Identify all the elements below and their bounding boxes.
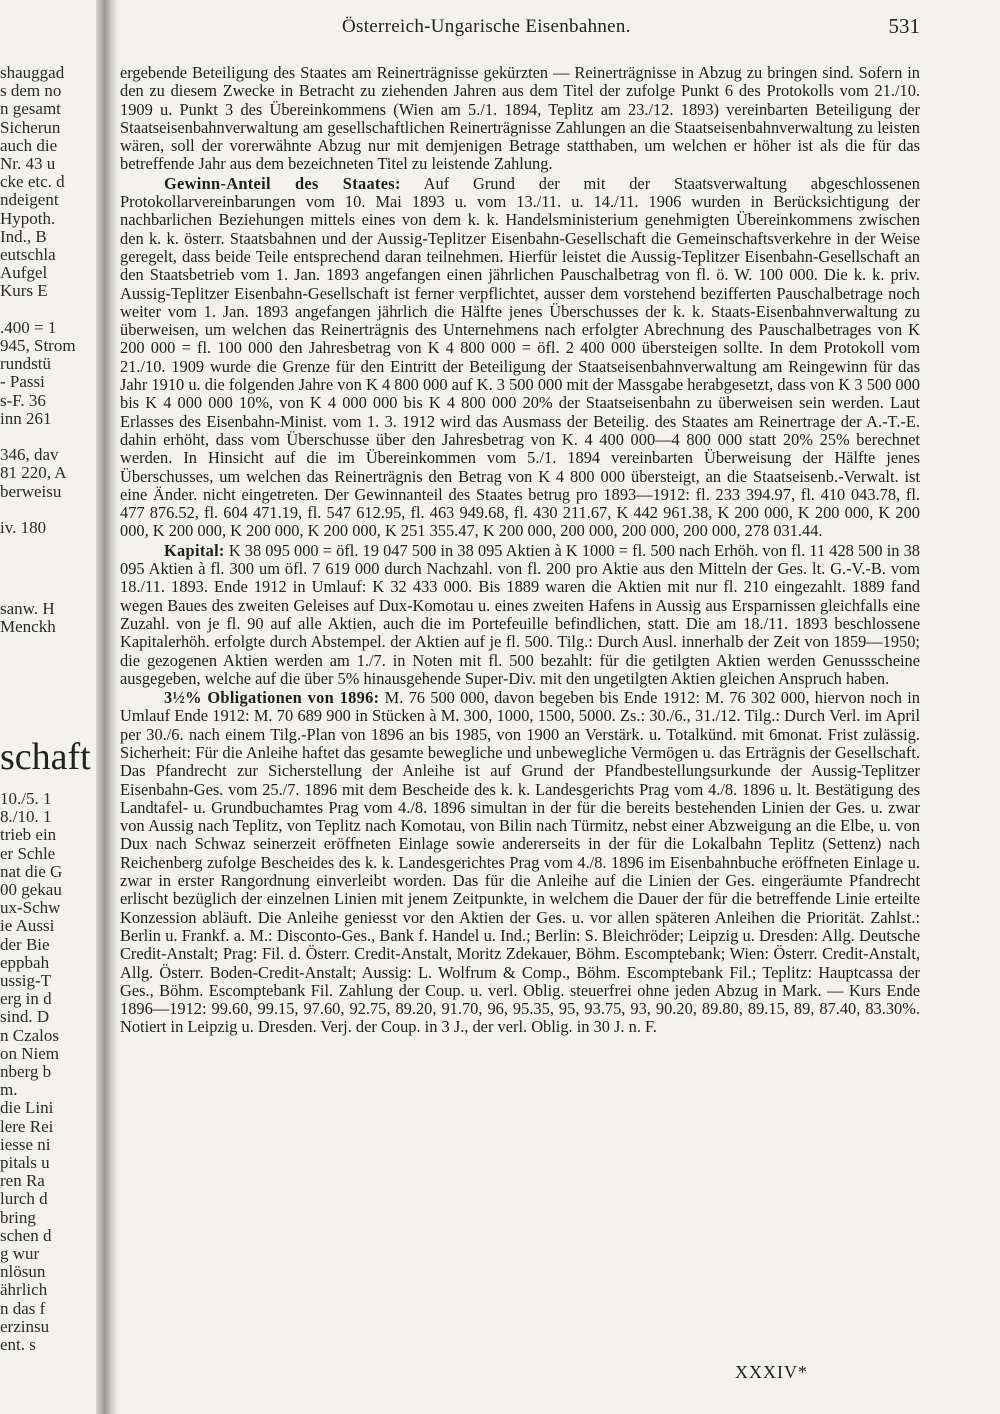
margin-fragment: erg in d [0,989,52,1009]
margin-fragment: n das f [0,1298,46,1318]
adjacent-page-strip [0,0,100,1414]
paragraph-text: K 38 095 000 = öfl. 19 047 500 in 38 095 Aktien à K 1000 = fl. 500 nach Erhöh. von fl. 11 428 500 in 38 095 Aktien à fl. 300 um öfl. 7 619 000 durch Nachzahl. von fl. 200 pro Aktie aus den Mitteln der Ges. lt. G.-V.-B. vom 18./11. 1893. Ende 1912 in Umlauf: K 32 433 000. Bis 1889 waren die Aktien mit nur fl. 210 eingezahlt. 1889 fand wegen Baues des zweiten Geleises auf Dux-Komotau u. eines zweiten Hafens in Aussig aus Ersparnissen gleichfalls eine Zuzahl. von je fl. 90 auf alle Aktien, auch die im Portefeuille befindlichen, statt. Die am 18./11. 1893 beschlossene Kapitalerhöh. erfolgte durch Abstempel. der Aktien auf je fl. 500. Tilg.: Durch Ausl. innerhalb der Zeit von 1859—1950; die gezogenen Aktien werden am 1./7. in Noten mit fl. 500 bezahlt: für die getilgten Aktien werden Genussscheine ausgegeben, welche auf die über 5% hinausgehende Super-Div. mit den ungetilgten Aktien gleichen Anspruch haben. [120,540,920,688]
margin-fragment: s-F. 36 [0,390,46,410]
margin-fragment: rundstü [0,354,51,374]
margin-fragment: s dem no [0,81,62,101]
margin-fragment: ren Ra [0,1171,45,1191]
margin-fragment: 346, dav [0,445,59,465]
page-number: 531 [888,14,920,38]
margin-fragment: iv. 180 [0,518,47,537]
margin-fragment: nberg b [0,1062,52,1081]
margin-fragment: n gesamt [0,99,61,119]
margin-fragment: Aufgel [0,263,48,283]
margin-fragment: sanw. H [0,599,55,618]
margin-fragment: on Niem [0,1043,60,1063]
margin-fragment: auch die [0,135,58,155]
margin-fragment: Ind., B [0,226,47,246]
paragraph-gewinn-anteil [120,175,920,541]
margin-fragment: eutschla [0,245,56,264]
section-label: Kapital: [164,540,225,560]
margin-heading-fragment: schaft [0,736,91,778]
margin-fragment: ussig-T [0,971,51,990]
margin-fragment: schen d [0,1225,52,1245]
margin-fragment: Menckh [0,617,56,637]
margin-fragment: iesse ni [0,1134,51,1154]
margin-fragment: pitals u [0,1153,50,1172]
margin-fragment: 81 220, A [0,463,67,483]
page-header [120,14,920,40]
paragraph-text: M. 76 500 000, davon begeben bis Ende 1912: M. 76 302 000, hiervon noch in Umlauf Ende 1912: M. 70 689 900 in Stücken à M. 300, 1000, 1500, 5000. Zs.: 30./6., 31./12. Tilg.: Durch Verl. im April per 30./6. nach einem Tilg.-Plan von 1896 an bis 1985, von 1900 an Verstärk. u. Totalkünd. mit 6monat. Frist zulässig. Sicherheit: Für die Anleihe haftet das gesamte bewegliche und unbewegliche Vermögen u. das Erträgnis der Gesellschaft. Das Pfandrecht zur Sicherstellung der Anleihe ist auf Grund der Pfandbestellungsurkunde der Aussig-Teplitzer Eisenbahn-Ges. vom 25./7. 1896 mit dem Bescheide des k. k. Landesgerichts Prag vom 4./8. 1896 u. lt. Bestätigung des Landtafel- u. Grundbuchamtes Prag vom 4./8. 1896 simultan in der für die bereits bestehenden Linien der Ges. u. zwar von Aussig nach Teplitz, von Teplitz nach Komotau, von Bilin nach Türmitz, nebst einer Abzweigung an die Elbe, u. von Dux nach Schwaz seinerzeit eröffneten Einlage sowie andererseits in der für die Lokalbahn Teplitz (Settenz) nach Reichenberg zufolge Bescheides des k. k. Landesgerichtes Prag vom 4./8. 1896 im Eisenbahnbuche eröffneten Einlage u. zwar in erster Rangordnung einverleibt worden. Das für die Anleihe auf die Linien der Ges. eingeräumte Pfandrecht erlischt bezüglich der einzelnen Linien mit jenem Zeitpunkte, in welchem die Dauer der für die betreffende Linie erteilte Konzession abläuft. Die Anleihe geniesst vor den Aktien der Ges. u. vor allen späteren Anleihen die Priorität. Zahlst.: Berlin u. Frankf. a. M.: Disconto-Ges., Bank f. Handel u. Ind.; Berlin: S. Bleichröder; Leipzig u. Dresden: Allg. Deutsche Credit-Anstalt; Prag: Fil. d. Österr. Credit-Anstalt, Moritz Zdekauer, Böhm. Escomptebank; Wien: Österr. Credit-Anstalt, Allg. Österr. Boden-Credit-Anstalt; Aussig: L. Wolfrum & Comp., Böhm. Escomptebank Fil.; Teplitz: Hauptcassa der Ges., Böhm. Escomptebank Fil. Zahlung der Coup. u. verl. Oblig. steuerfrei ohne jeden Abzug in Mark. — Kurs Ende 1896—1912: 99.60, 99.15, 97.60, 92.75, 89.20, 91.70, 96, 95.35, 95, 93.75, 93, 90.20, 89.80, 89.15, 89, 87.40, 83.30%. Notiert in Leipzig u. Dresden. Verj. der Coup. in 3 J., der verl. Oblig. in 30 J. n. F. [120,688,921,1037]
margin-fragment: erzinsu [0,1316,50,1336]
paragraph-continuation: ergebende Beteiligung des Staates am Reinerträgnisse gekürzten — Reinerträgnisse in Abzug zu bringen sind. Sofern in den zu diesem Zwecke in Betracht zu ziehenden Jahren aus dem Titel der zufolge Punkt 6 des Protokolls vom 21./10. 1909 u. Punkt 3 des Übereinkommens (Wien am 5./1. 1894, Teplitz am 23./12. 1893) vereinbarten Beteiligung der Staatseisenbahnverwaltung am gesellschaftlichen Reinerträgnisse Zahlungen an die Staatseisenbahnverwaltung zu leisten wären, soll der vorerwähnte Abzug nur mit demjenigen Betrage statthaben, um welchen er höher ist als die für das betreffende Jahr aus dem bezeichneten Titel zu leistende Zahlung. [120,63,920,174]
section-label: 3½% Obligationen von 1896: [164,688,380,708]
paragraph-kapital [120,542,920,688]
margin-fragment: Sicherun [0,117,61,137]
margin-fragment: ie Aussi [0,916,55,936]
paragraph-text: Auf Grund der mit der Staatsverwaltung abgeschlossenen Protokollarvereinbarungen vom 10. Mai 1893 u. vom 13./11. u. 14./11. 1906 wurden in Berücksichtigung der nachbarlichen Beziehungen mittels eines von dem k. k. Handelsministerium genehmigten Übereinkommens zwischen den k. k. österr. Staatsbahnen und der Aussig-Teplitzer Eisenbahn-Gesellschaft die Gemeinschaftsverkehre in der Weise geregelt, dass beide Teile entsprechend daran teilnehmen. Hierfür leistet die Aussig-Teplitzer Eisenbahn-Gesellschaft an den Staatsbetrieb vom 1. Jan. 1893 angefangen einen jährlichen Pauschalbetrag von fl. ö. W. 100 000. Die k. k. priv. Aussig-Teplitzer Eisenbahn-Gesellschaft ist ferner verpflichtet, ausser dem vorstehend bezifferten Pauschalbetrage noch weiter vom 1. Jan. 1893 angefangen jährlich die Hälfte jenes Überschusses der k. k. Staats-Eisenbahnverwaltung zu überweisen, um welchen das Reinerträgnis des Unternehmens nach erfolgter Abrechnung des Pauschalbetrages von K 200 000 = fl. 100 000 den Jahresbetrag von K 4 800 000 = öfl. 2 400 000 übersteigen sollte. In dem Protokoll vom 21./10. 1909 wurde die Grenze für den Eintritt der Beteiligung der Staatseisenbahnverwaltung am Reingewinn für das Jahr 1910 u. die folgenden Jahre von K 4 800 000 auf K. 3 500 000 mit der Massgabe herabgesetzt, dass von K 3 500 000 bis K 4 000 000 10%, von K 4 000 000 bis K 4 800 000 20% der Staatseisenbahn zu überweisen sein werden. Laut Erlasses des Eisenbahn-Minist. vom 1. 3. 1912 wird das Ausmass der Beteilig. des Staates am Reinertrage der A.-T.-E. dahin erhöht, dass vom Überschusse über den Jahresbetrag von K. 4 400 000—4 800 000 statt 20% 25% berechnet werden. In Hinsicht auf die im Übereinkommen vom 5./1. 1894 vereinbarten Überweisung der Hälfte jenes Überschusses, um welchen das Reinerträgnis den Betrag von K 4 800 000 übersteigt, an die Staatseisenb.-Verwalt. ist eine Änder. nicht eingetreten. Der Gewinnanteil des Staates betrug pro 1893—1912: fl. 233 394.97, fl. 410 043.78, fl. 477 876.52, fl. 604 471.19, fl. 547 612.95, fl. 463 949.68, fl. 430 211.67, K 442 961.38, K 200 000, K 200 000, K 200 000, K 200 000, K 200 000, K 200 000, K 251 355.47, K 200 000, 200 000, 200 000, 200 000, 278 031.44. [120,173,920,541]
margin-fragment: g wur [0,1244,40,1263]
signature-mark: XXXIV* [735,1362,808,1382]
margin-fragment: der Bie [0,934,50,954]
margin-fragment: trieb ein [0,825,57,845]
margin-fragment: lurch d [0,1189,48,1209]
margin-fragment: shauggad [0,63,65,82]
margin-fragment: ux-Schw [0,898,61,918]
margin-fragment: Hypoth. [0,208,56,228]
margin-fragment: Kurs E [0,281,48,301]
margin-fragment: 10./5. 1 [0,789,52,808]
margin-fragment: ndeigent [0,190,59,210]
book-gutter [96,0,118,1414]
body-text [120,64,920,1037]
margin-fragment: nlösun [0,1262,46,1282]
margin-fragment: ährlich [0,1280,48,1300]
margin-fragment: 8./10. 1 [0,807,52,827]
margin-fragment: die Lini [0,1098,54,1118]
margin-fragment: 00 gekau [0,880,62,899]
margin-fragment: inn 261 [0,408,52,428]
margin-fragment: bring [0,1207,36,1227]
margin-fragment: Nr. 43 u [0,154,56,173]
margin-fragment: m. [0,1080,18,1100]
margin-fragment: cke etc. d [0,172,65,192]
margin-fragment: 945, Strom [0,336,76,355]
margin-fragment: berweisu [0,481,62,501]
margin-fragment: n Czalos [0,1025,60,1045]
margin-fragment: er Schle [0,843,56,863]
margin-fragment: - Passi [0,372,45,392]
margin-fragment: eppbah [0,952,50,972]
margin-fragment: lere Rei [0,1116,54,1136]
running-title: Österreich-Ungarische Eisenbahnen. [342,16,631,37]
margin-fragment: sind. D [0,1007,50,1027]
margin-fragment: nat die G [0,861,63,881]
paragraph-obligationen [120,689,920,1037]
margin-fragment: .400 = 1 [0,317,57,337]
section-label: Gewinn-Anteil des Staates: [164,173,401,193]
margin-fragment: ent. s [0,1335,36,1354]
